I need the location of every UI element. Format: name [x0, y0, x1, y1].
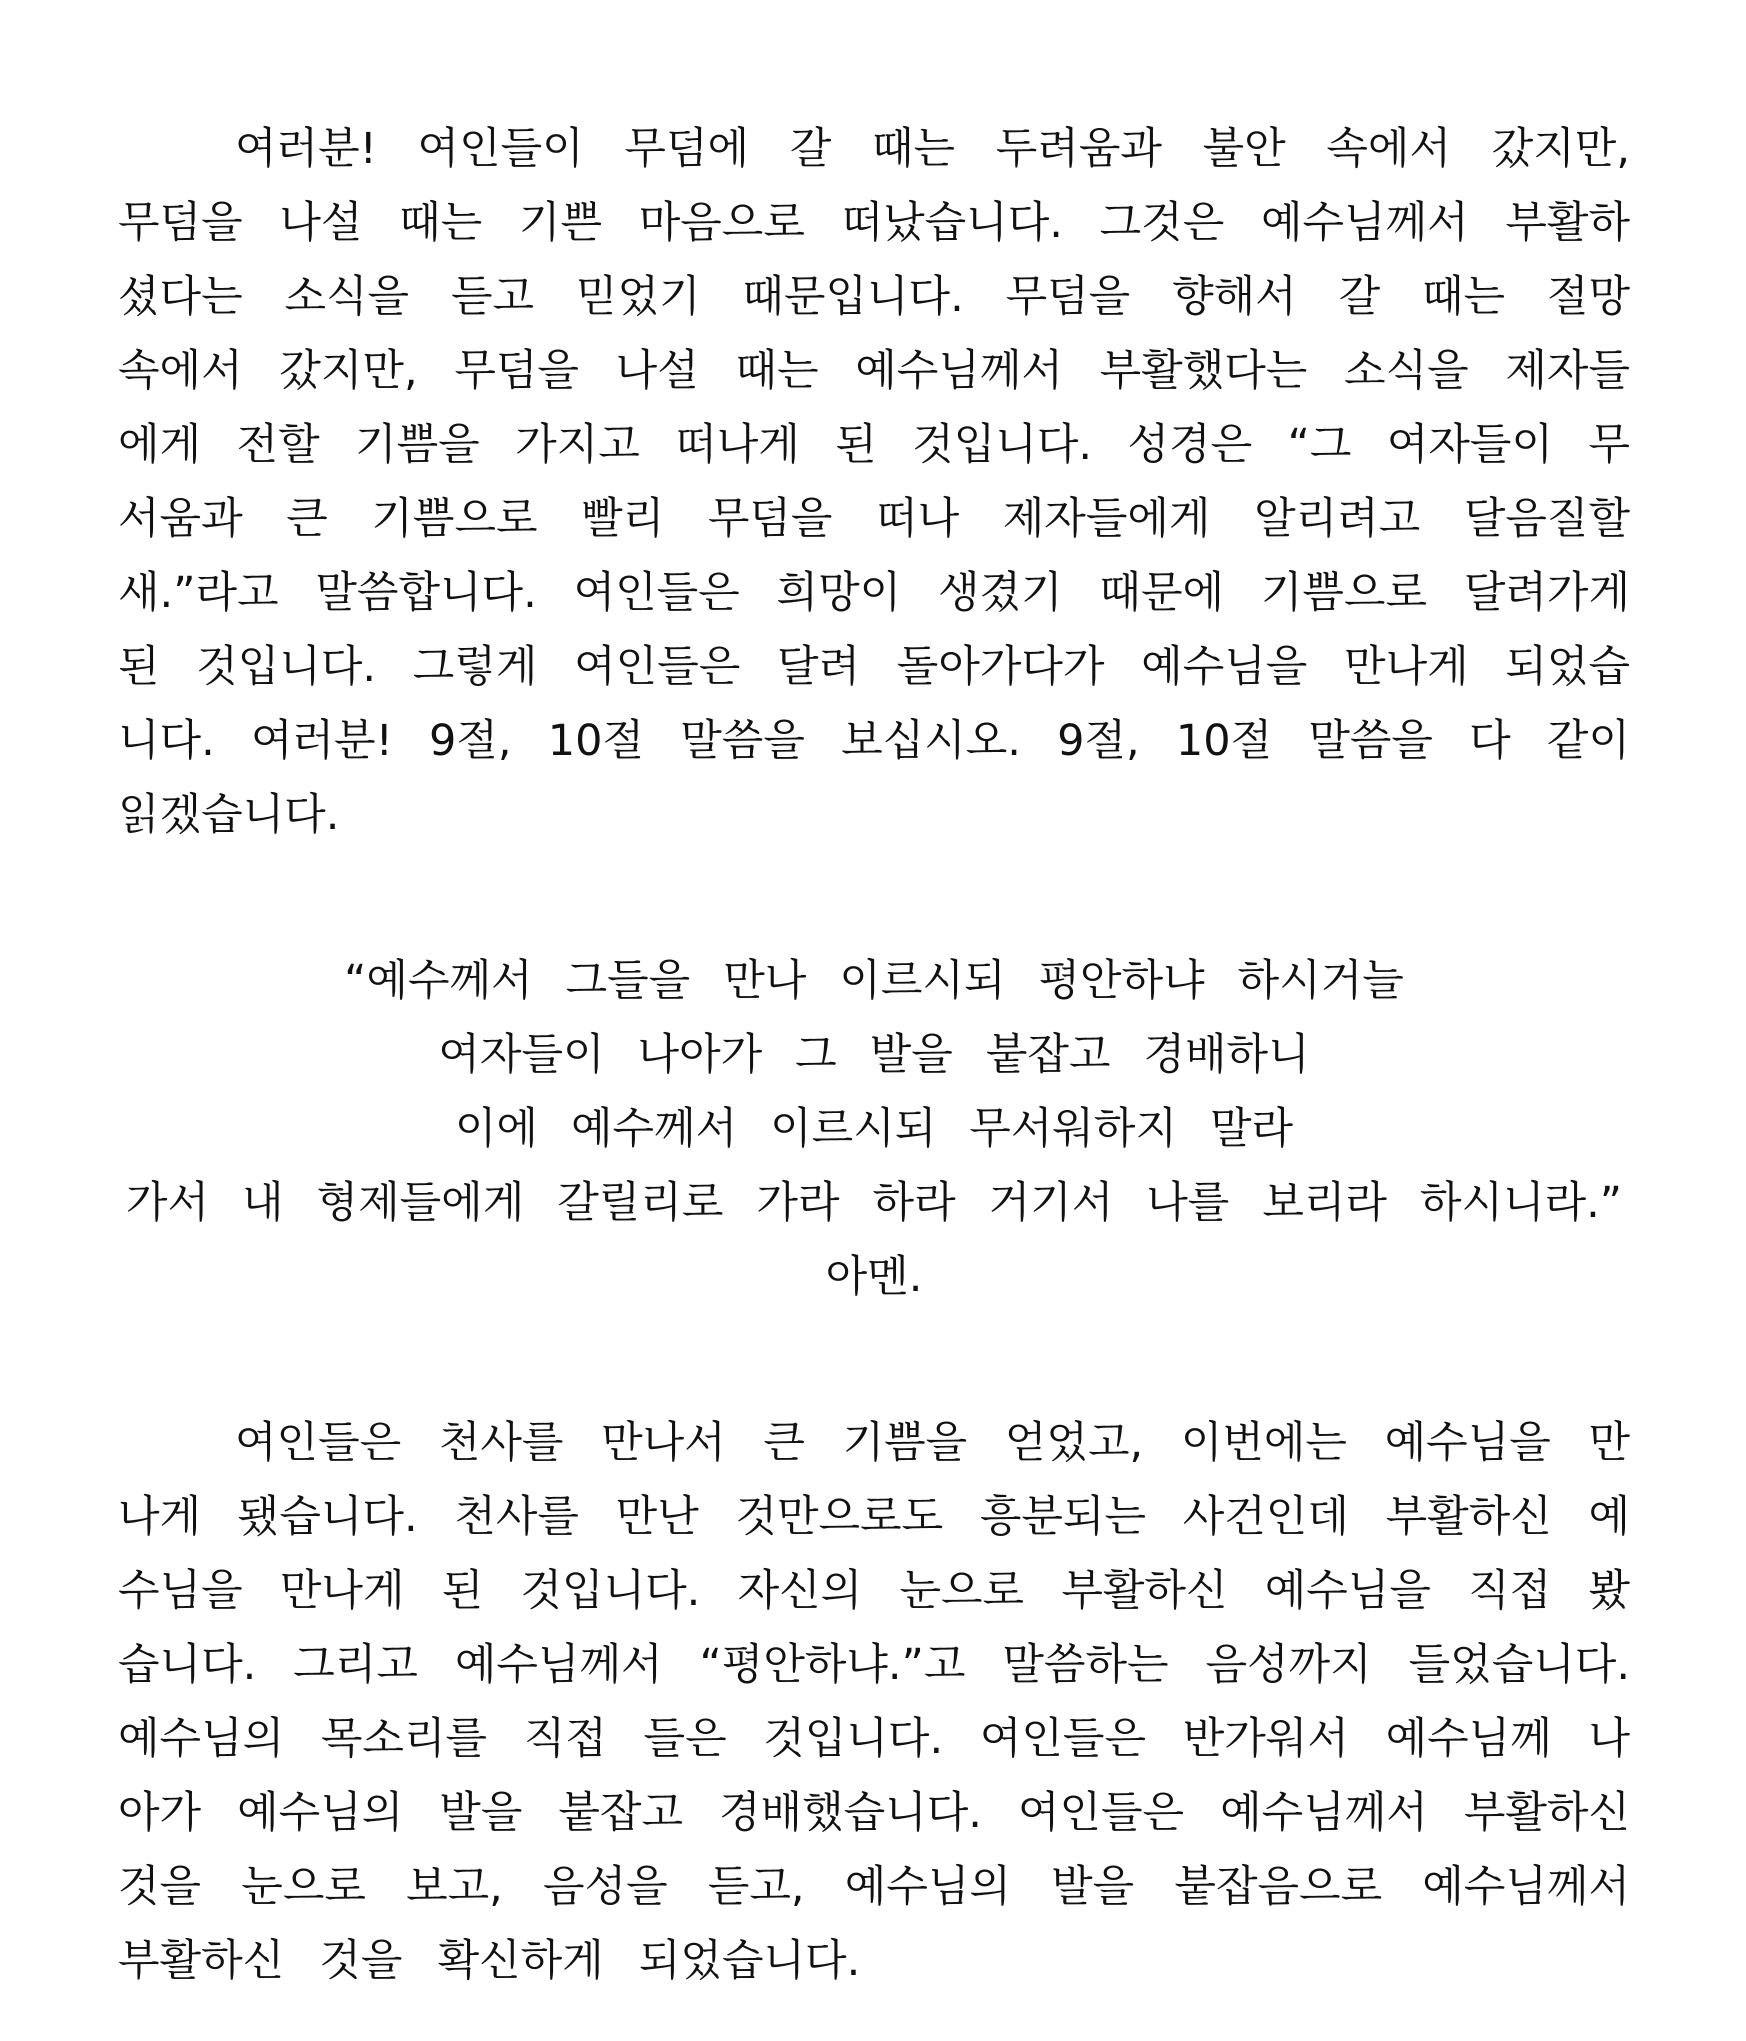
- amen-text: 아멘.: [825, 1252, 923, 1302]
- scripture-quote: [118, 944, 1630, 1314]
- scripture-line-2: 여자들이 나아가 그 발을 붙잡고 경배하니: [438, 1030, 1310, 1080]
- paragraph-1: 여러분! 여인들이 무덤에 갈 때는 두려움과 불안 속에서 갔지만, 무덤을 나설 때는 기쁜 마음으로 떠났습니다. 그것은 예수님께서 부활하셨다는 소식을 듣고 믿었기 때문입니다. 무덤을 향해서 갈 때는 절망 속에서 갔지만, 무덤을 나설 때는 예수님께서 부활했다는 소식을 제자들에게 전할 기쁨을 가지고 떠나게 된 것입니다. 성경은 “그 여자들이 무서움과 큰 기쁨으로 빨리 무덤을 떠나 제자들에게 알리려고 달음질할새.”라고 말씀합니다. 여인들은 희망이 생겼기 때문에 기쁨으로 달려가게 된 것입니다. 그렇게 여인들은 달려 돌아가다가 예수님을 만나게 되었습니다. 여러분! 9절, 10절 말씀을 보십시오. 9절, 10절 말씀을 다 같이 읽겠습니다.: [118, 124, 1630, 840]
- paragraph-2: 여인들은 천사를 만나서 큰 기쁨을 얻었고, 이번에는 예수님을 만나게 됐습니다. 천사를 만난 것만으로도 흥분되는 사건인데 부활하신 예수님을 만나게 된 것입니다. 자신의 눈으로 부활하신 예수님을 직접 봤습니다. 그리고 예수님께서 “평안하냐.”고 말씀하는 음성까지 들었습니다. 예수님의 목소리를 직접 들은 것입니다. 여인들은 반가워서 예수님께 나아가 예수님의 발을 붙잡고 경배했습니다. 여인들은 예수님께서 부활하신 것을 눈으로 보고, 음성을 듣고, 예수님의 발을 붙잡음으로 예수님께서 부활하신 것을 확신하게 되었습니다.: [118, 1418, 1630, 1986]
- scripture-line-1: “예수께서 그들을 만나 이르시되 평안하냐 하시거늘: [344, 956, 1404, 1006]
- scripture-line-4: 가서 내 형제들에게 갈릴리로 가라 하라 거기서 나를 보리라 하시니라.”: [125, 1178, 1623, 1228]
- scripture-line-3: 이에 예수께서 이르시되 무서워하지 말라: [454, 1104, 1294, 1154]
- sermon-page: [118, 112, 1630, 2041]
